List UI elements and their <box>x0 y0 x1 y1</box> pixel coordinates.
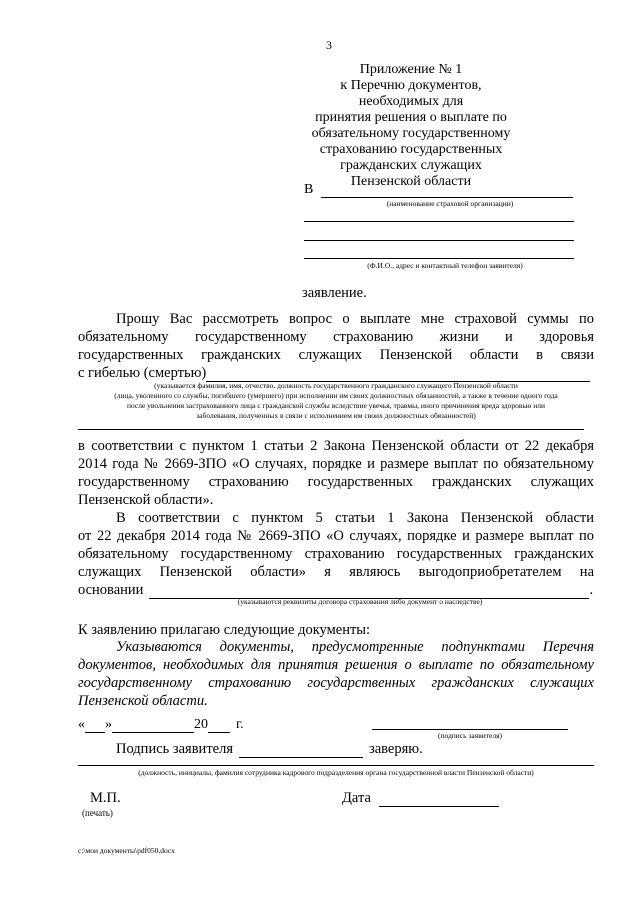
date-open-quote: « <box>78 717 85 732</box>
applicant-field-line-1[interactable] <box>304 221 574 222</box>
insurer-field[interactable] <box>321 185 573 198</box>
certification-date-field[interactable] <box>379 794 499 807</box>
attachments-line-3: государственному страхованию государственных гражданских служащих <box>78 675 594 691</box>
month-field[interactable] <box>112 720 194 733</box>
basis-label: основании <box>78 582 144 598</box>
official-field[interactable] <box>78 765 594 766</box>
appendix-line: гражданских служащих <box>340 158 482 173</box>
attachments-line-4: Пензенской области. <box>78 693 208 709</box>
certify-end: заверяю. <box>369 741 423 757</box>
application-date <box>78 717 244 733</box>
date-close-quote: » <box>105 717 112 732</box>
year-prefix: 20 <box>194 717 208 732</box>
deceased-hint-line: (лица, уволенного со службы, погибшего (умершего) при исполнении им своих должностных обязанностей, а также в течение одного года <box>114 391 558 400</box>
certify-line <box>116 741 423 758</box>
year-field[interactable] <box>208 720 230 733</box>
seal-hint: (печать) <box>82 808 113 818</box>
accordance1-line-1: в соответствии с пунктом 1 статьи 2 Закона Пензенской области от 22 декабря <box>78 438 594 454</box>
date-label: Дата <box>342 790 371 806</box>
accordance1-line-4: Пензенской области». <box>78 492 214 508</box>
appendix-line: принятия решения о выплате по <box>315 110 507 125</box>
request-line-1: Прошу Вас рассмотреть вопрос о выплате мне страховой суммы по <box>116 311 594 327</box>
appendix-header <box>300 62 522 190</box>
applicant-field-line-3[interactable] <box>304 258 574 259</box>
request-line-4-label: с гибелью (смертью) <box>78 365 207 381</box>
accordance2-line-1: В соответствии с пунктом 5 статьи 1 Закона Пензенской области <box>116 510 594 526</box>
appendix-line: Пензенской области <box>350 174 472 189</box>
footer-file-path: c:\мои документы\pdf050.docx <box>78 846 175 855</box>
accordance2-line-2: от 22 декабря 2014 года № 2669-ЗПО «О случаях, порядке и размере выплат по <box>78 528 594 544</box>
to-label: В <box>304 182 314 197</box>
basis-end: . <box>589 582 594 598</box>
certification-date <box>342 790 499 807</box>
applicant-signature-hint: (подпись заявителя) <box>437 731 503 740</box>
recipient-to-line <box>304 182 573 198</box>
attachments-line-1: Указываются документы, предусмотренные подпунктами Перечня <box>116 639 594 655</box>
request-line-3: государственных гражданских служащих Пензенской области в связи <box>78 347 594 363</box>
accordance2-line-4: служащих Пензенской области» я являюсь выгодоприобретателем на <box>78 564 594 580</box>
deceased-hint-line: заболевания, полученных в связи с исполнением им своих должностных обязанностей) <box>196 411 476 420</box>
appendix-line: страхованию государственных <box>319 142 503 157</box>
applicant-signature-field[interactable] <box>372 729 568 730</box>
day-field[interactable] <box>85 720 105 733</box>
accordance1-line-3: государственному страхованию государственных гражданских служащих <box>78 474 594 490</box>
deceased-field-continuation[interactable] <box>78 429 584 430</box>
accordance2-line-3: обязательному государственному страхованию государственных гражданских <box>78 546 594 562</box>
request-line-4 <box>78 364 590 382</box>
attachments-line-2: документов, необходимых для принятия решения о выплате по обязательному <box>78 657 594 673</box>
attachments-heading: К заявлению прилагаю следующие документы: <box>78 622 371 638</box>
request-line-2: обязательному государственному страхованию жизни и здоровья <box>78 329 594 345</box>
applicant-field-line-2[interactable] <box>304 240 574 241</box>
insurer-hint: (наименование страховой организации) <box>386 199 514 208</box>
deceased-hint-line: после увольнения застрахованного лица с гражданской службы вследствие увечья, травмы, иного причинения вреда здоровью или <box>126 401 546 410</box>
official-hint: (должность, инициалы, фамилия сотрудника кадрового подразделения органа государственной власти Пензенской области) <box>138 768 534 777</box>
basis-hint: (указываются реквизиты договора страхования либо документ о наследстве) <box>237 597 483 606</box>
certify-label: Подпись заявителя <box>116 741 233 757</box>
deceased-hint <box>78 381 594 421</box>
year-suffix: г. <box>236 717 244 732</box>
appendix-line: обязательному государственному <box>311 126 511 141</box>
seal-label: М.П. <box>90 790 121 806</box>
accordance1-line-2: 2014 года № 2669-ЗПО «О случаях, порядке и размере выплат по обязательному <box>78 456 594 472</box>
applicant-hint: (Ф.И.О., адрес и контактный телефон заявителя) <box>367 261 523 270</box>
page-number: 3 <box>326 38 332 52</box>
document-title: заявление. <box>302 285 367 301</box>
appendix-line: к Перечню документов, необходимых для <box>340 78 482 109</box>
appendix-line: Приложение № 1 <box>359 62 463 77</box>
certify-signature-field[interactable] <box>239 745 363 758</box>
deceased-hint-line: (указывается фамилия, имя, отчество, должность государственного гражданского служащего Пензенской области <box>154 381 518 390</box>
